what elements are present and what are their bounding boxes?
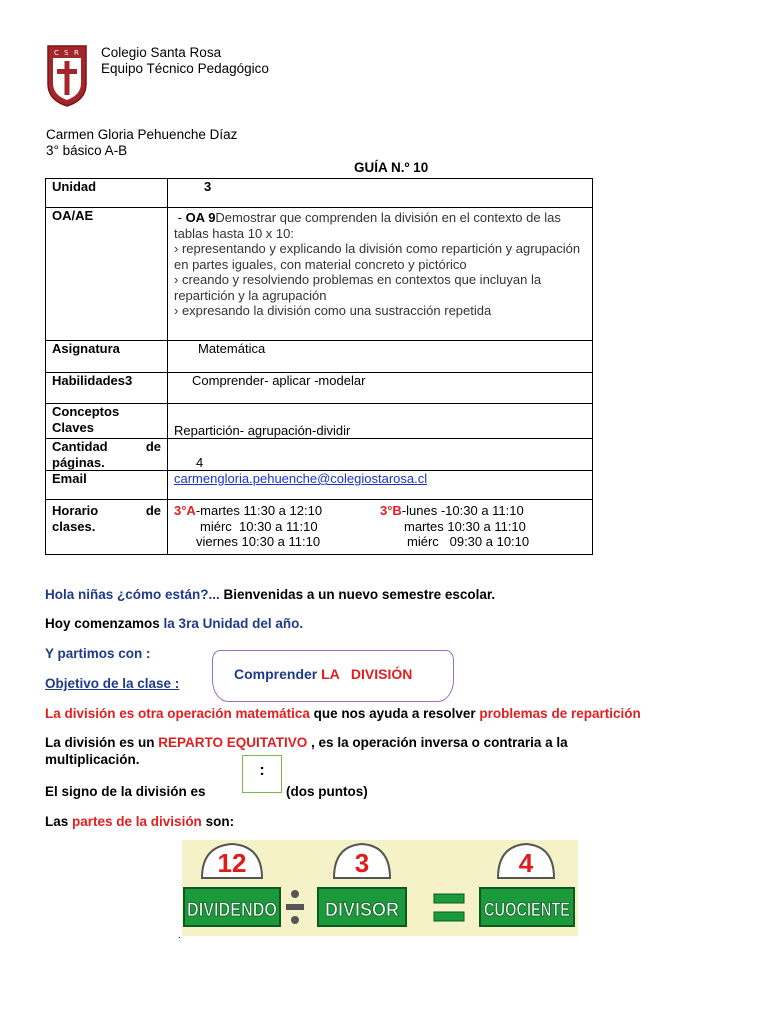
schedule-3a-title: 3°A bbox=[174, 503, 196, 518]
objective-label: Objetivo de la clase : bbox=[45, 676, 180, 691]
definition-line-2 bbox=[45, 734, 645, 768]
definition-1-black: que nos ayuda a resolver bbox=[309, 706, 480, 721]
definition-2-red: REPARTO EQUITATIVO bbox=[158, 735, 308, 750]
parts-line bbox=[45, 813, 234, 830]
horario-value bbox=[168, 500, 593, 555]
sign-text: El signo de la división es bbox=[45, 784, 206, 799]
cantidad-label-1a: Cantidad bbox=[52, 439, 108, 454]
horario-schedules bbox=[174, 503, 586, 550]
definition-2-black1: La división es un bbox=[45, 735, 159, 750]
schedule-3a bbox=[174, 503, 380, 550]
oa-value bbox=[168, 208, 593, 341]
table-row-oa bbox=[46, 208, 593, 341]
author-grade: 3° básico A-B bbox=[46, 143, 128, 158]
horario-label-2: clases. bbox=[52, 518, 96, 534]
greeting-black: Bienvenidas a un nuevo semestre escolar. bbox=[219, 587, 496, 602]
school-name: Colegio Santa Rosa bbox=[101, 45, 222, 60]
table-row-asignatura bbox=[46, 341, 593, 373]
schedule-3b-line-1: -lunes -10:30 a 11:10 bbox=[401, 503, 524, 518]
greeting-blue: Hola niñas ¿cómo están?... bbox=[45, 587, 220, 602]
division-sign-box: : bbox=[242, 755, 282, 793]
oa-line1: Demostrar que comprenden la división en el contexto de las tablas hasta 10 x 10: bbox=[174, 210, 561, 241]
oa-bullet-3: › expresando la división como una sustracción repetida bbox=[174, 303, 492, 318]
email-label: Email bbox=[46, 471, 168, 500]
today-line bbox=[45, 615, 303, 632]
definition-1-red: La división es otra operación matemática bbox=[45, 706, 310, 721]
logo-letter-r: R bbox=[74, 49, 79, 57]
oa-label: OA/AE bbox=[46, 208, 168, 341]
schedule-3b-title: 3°B bbox=[380, 503, 402, 518]
cantidad-label-2: páginas. bbox=[52, 454, 105, 470]
email-link[interactable]: carmengloria.pehuenche@colegiostarosa.cl bbox=[174, 471, 428, 486]
objective-box-text-2: LA DIVISIÓN bbox=[321, 666, 413, 682]
schedule-3a-line-3: viernes 10:30 a 11:10 bbox=[196, 534, 321, 549]
cantidad-value: 4 bbox=[168, 439, 593, 471]
logo-letter-s: S bbox=[64, 49, 69, 57]
oa-code: OA 9 bbox=[185, 210, 216, 225]
schedule-3a-line-1: -martes 11:30 a 12:10 bbox=[195, 503, 323, 518]
email-cell bbox=[168, 471, 593, 500]
horario-label-1a: Horario bbox=[52, 503, 99, 518]
sign-note: (dos puntos) bbox=[286, 784, 368, 799]
logo-letter-c: C bbox=[54, 49, 59, 57]
cantidad-label bbox=[46, 439, 168, 471]
conceptos-label-2: Claves bbox=[52, 419, 94, 435]
definition-1-red2: problemas de repartición bbox=[479, 706, 641, 721]
trailing-dot: . bbox=[178, 930, 181, 941]
parts-black2: son: bbox=[201, 814, 235, 829]
table-row-conceptos bbox=[46, 404, 593, 439]
table-row-horario bbox=[46, 500, 593, 555]
oa-main bbox=[174, 210, 586, 241]
school-shield-logo bbox=[46, 44, 88, 108]
parts-red: partes de la división bbox=[72, 814, 202, 829]
author-name: Carmen Gloria Pehuenche Díaz bbox=[46, 127, 238, 142]
asignatura-label: Asignatura bbox=[46, 341, 168, 373]
schedule-3b-line-2: martes 10:30 a 11:10 bbox=[404, 518, 526, 534]
conceptos-value: Repartición- agrupación-dividir bbox=[168, 404, 593, 439]
schedule-3b bbox=[380, 503, 529, 550]
definition-2-black2: , es la operación inversa o contraria a la multiplicación. bbox=[45, 735, 568, 767]
table-row-unidad bbox=[46, 179, 593, 208]
table-row-habilidades bbox=[46, 373, 593, 404]
quotient-number: 4 bbox=[518, 848, 534, 878]
dividend-word: DIVIDENDO bbox=[187, 900, 277, 921]
unidad-label: Unidad bbox=[46, 179, 168, 208]
conceptos-label bbox=[46, 404, 168, 439]
conceptos-label-1: Conceptos bbox=[52, 404, 120, 419]
greeting-line bbox=[45, 586, 495, 603]
start-with-line: Y partimos con : bbox=[45, 646, 151, 661]
today-black: Hoy comenzamos bbox=[45, 616, 164, 631]
habilidades-value: Comprender- aplicar -modelar bbox=[168, 373, 593, 404]
objective-box-text bbox=[234, 666, 412, 682]
oa-bullet-1: › representando y explicando la división como repartición y agrupación en partes iguales, con material concreto y pictórico bbox=[174, 241, 581, 272]
cantidad-label-1b: de bbox=[145, 439, 161, 454]
divisor-number: 3 bbox=[354, 848, 370, 878]
schedule-3a-line-2: miérc 10:30 a 11:10 bbox=[200, 518, 318, 534]
schedule-3b-line-3: miérc 09:30 a 10:10 bbox=[407, 534, 530, 549]
horario-label bbox=[46, 500, 168, 555]
oa-bullet-2: › creando y resolviendo problemas en contextos que incluyan la repartición y la agrupación bbox=[174, 272, 542, 303]
quotient-word: CUOCIENTE bbox=[484, 900, 570, 921]
author-block bbox=[46, 127, 237, 159]
divisor-word: DIVISOR bbox=[325, 900, 400, 921]
division-parts-graphic bbox=[182, 840, 578, 936]
unidad-value: 3 bbox=[168, 179, 593, 208]
oa-prefix: - bbox=[174, 210, 186, 225]
habilidades-label: Habilidades3 bbox=[46, 373, 168, 404]
dividend-number: 12 bbox=[217, 848, 247, 878]
definition-line-1 bbox=[45, 705, 641, 722]
info-table bbox=[45, 178, 593, 555]
guide-title: GUÍA N.º 10 bbox=[354, 160, 429, 175]
table-row-email bbox=[46, 471, 593, 500]
horario-label-1b: de bbox=[145, 503, 161, 518]
table-row-cantidad bbox=[46, 439, 593, 471]
parts-black1: Las bbox=[45, 814, 73, 829]
school-team: Equipo Técnico Pedagógico bbox=[101, 61, 269, 76]
asignatura-value: Matemática bbox=[168, 341, 593, 373]
school-header bbox=[101, 45, 269, 77]
today-blue: la 3ra Unidad del año. bbox=[163, 616, 304, 631]
objective-box-text-1: Comprender bbox=[234, 666, 322, 682]
